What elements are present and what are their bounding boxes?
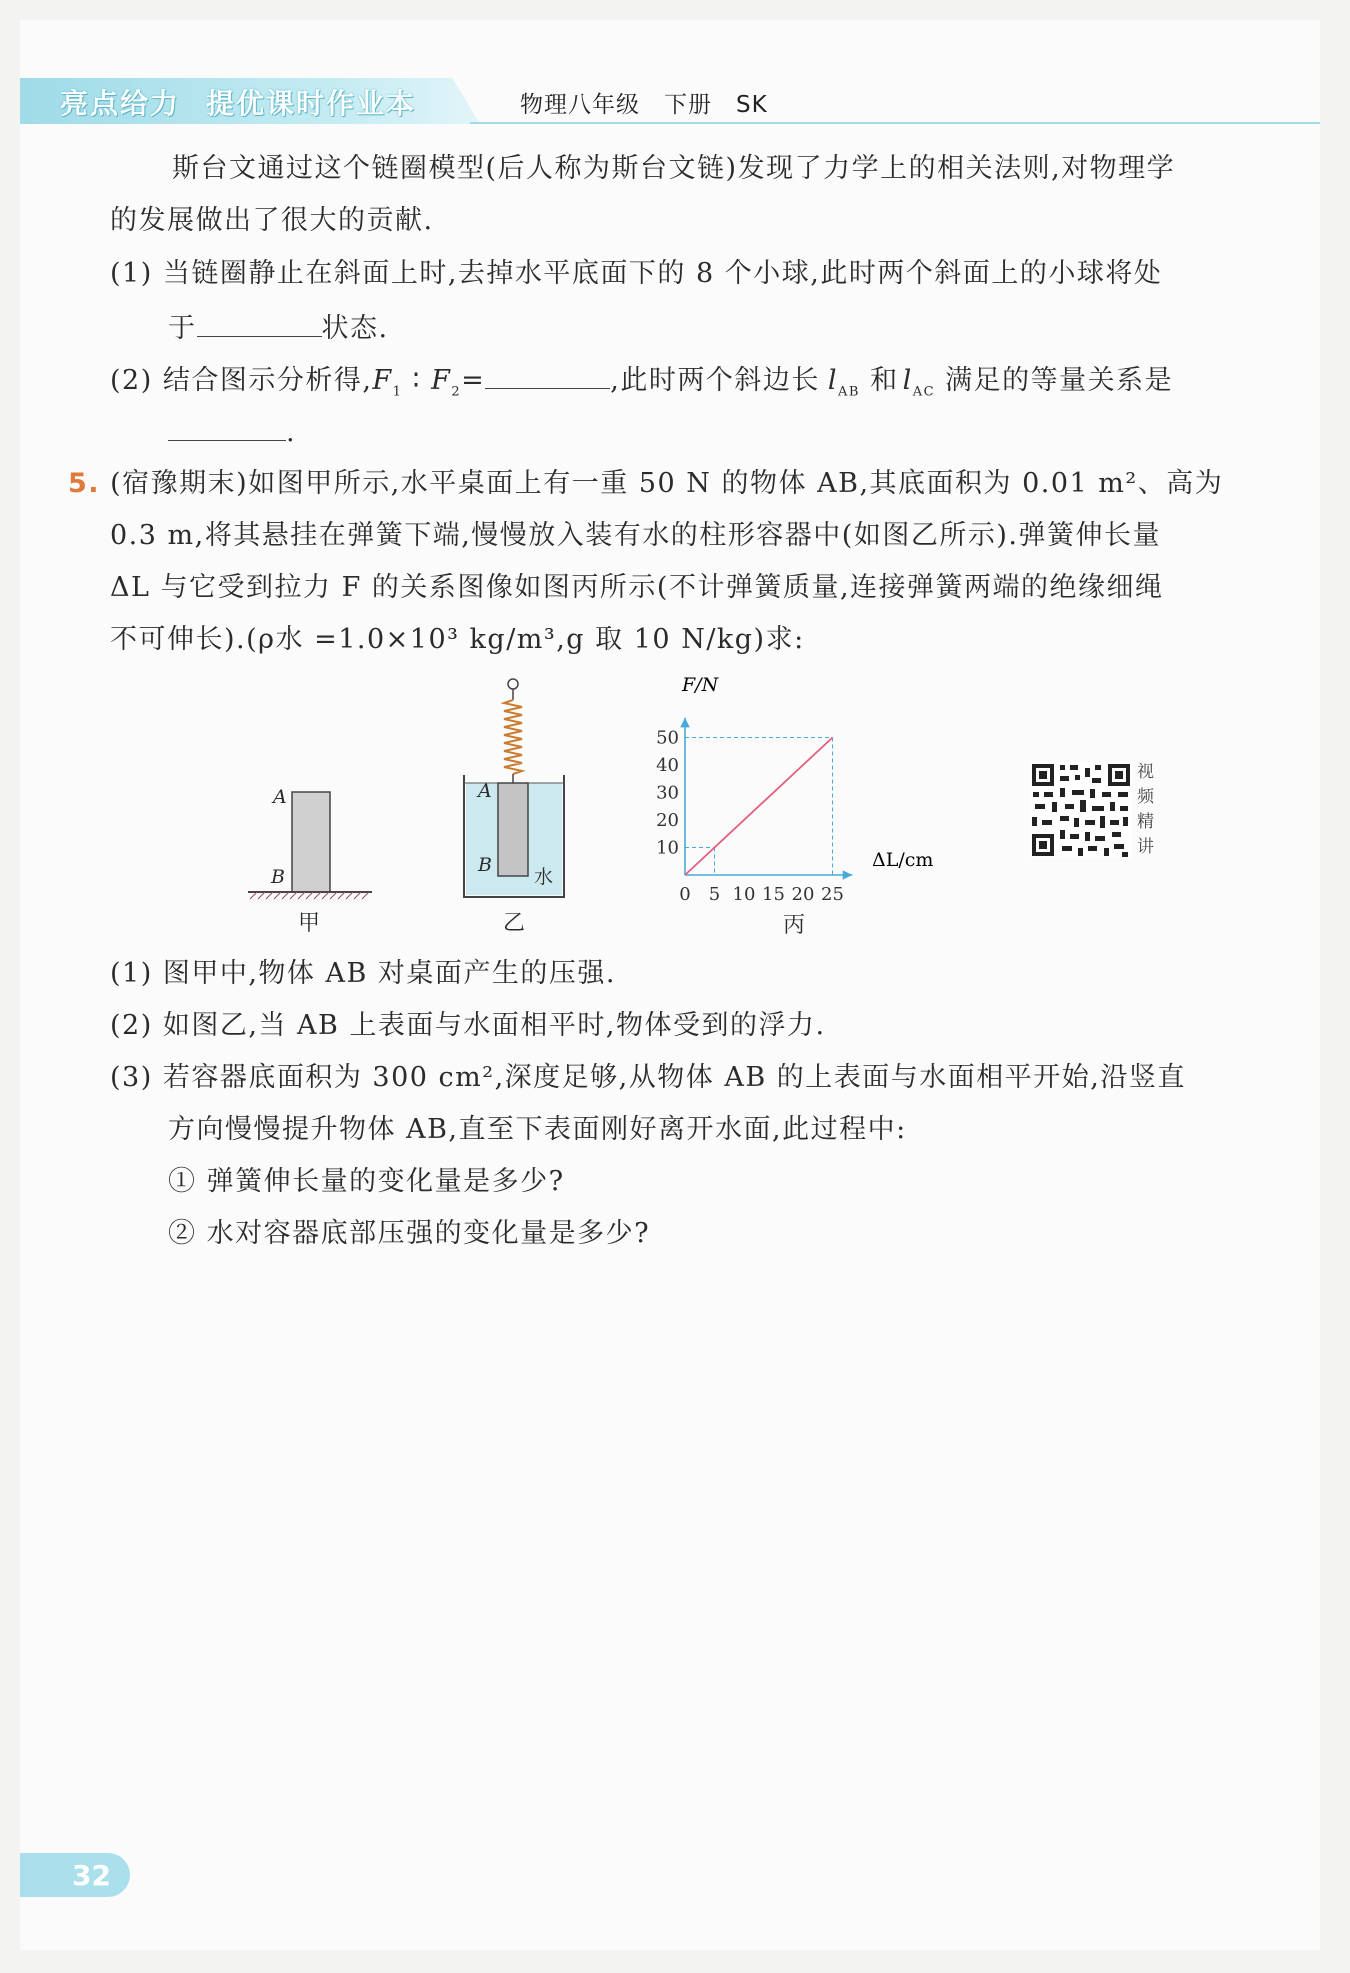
chart-x-tick-label: 0 bbox=[679, 884, 691, 905]
q2-text-b: ,此时两个斜边长 bbox=[610, 365, 820, 396]
sub-question-3-ii: ② 水对容器底部压强的变化量是多少? bbox=[168, 1218, 651, 1249]
qr-code[interactable] bbox=[1030, 762, 1132, 858]
q2-line-2 bbox=[168, 414, 296, 449]
q1-answer-blank[interactable] bbox=[197, 310, 322, 337]
block-ab bbox=[292, 792, 330, 892]
series-left: 亮点给力 bbox=[60, 87, 181, 120]
chart-y-tick-label: 30 bbox=[656, 782, 679, 804]
q2-relation-blank[interactable] bbox=[168, 414, 286, 441]
qr-caption-char: 视 bbox=[1137, 762, 1154, 782]
chart-x-axis-label: ΔL/cm bbox=[872, 849, 934, 871]
q1-text-a: 于 bbox=[168, 313, 197, 344]
sub-question-3-line-1: (3) 若容器底面积为 300 cm²,深度足够,从物体 AB 的上表面与水面相平开始,沿竖直 bbox=[110, 1062, 1186, 1093]
q2-F1: F bbox=[372, 365, 393, 396]
series-right: 提优课时作业本 bbox=[206, 87, 417, 120]
hook-ring bbox=[508, 679, 518, 689]
yi-point-b: B bbox=[478, 854, 492, 876]
q1-line-1: (1) 当链圈静止在斜面上时,去掉水平底面下的 8 个小球,此时两个斜面上的小球将处 bbox=[110, 258, 1163, 289]
q2-line-1 bbox=[110, 362, 1173, 408]
q2-text-c: 满足的等量关系是 bbox=[945, 365, 1174, 396]
chart-y-tick-label: 10 bbox=[656, 837, 679, 859]
p5-line-3: ΔL 与它受到拉力 F 的关系图像如图丙所示(不计弹簧质量,连接弹簧两端的绝缘细绳 bbox=[110, 572, 1164, 603]
qr-caption bbox=[1137, 760, 1157, 860]
chart-x-tick-label: 10 bbox=[732, 884, 756, 905]
q2-F1-sub: 1 bbox=[392, 384, 403, 400]
figure-yi-label: 乙 bbox=[503, 911, 526, 936]
chart-y-axis-label: F/N bbox=[682, 675, 719, 696]
figure-jia bbox=[240, 780, 380, 900]
page-number: 32 bbox=[72, 1859, 111, 1892]
q2-and: 和 bbox=[870, 365, 899, 396]
q2-l-ac: l bbox=[902, 365, 913, 396]
block-ab-submerged bbox=[498, 783, 528, 876]
q2-eq: = bbox=[461, 365, 486, 396]
spring bbox=[504, 700, 522, 774]
figure-jia-label: 甲 bbox=[298, 911, 321, 936]
p5-line-1 bbox=[68, 468, 1223, 500]
book-title: 物理八年级 下册 SK bbox=[520, 92, 768, 118]
q2-l-ab: l bbox=[827, 365, 839, 396]
jia-point-b: B bbox=[271, 866, 285, 888]
intro-line-2: 的发展做出了很大的贡献. bbox=[110, 205, 434, 236]
sub-question-2: (2) 如图乙,当 AB 上表面与水面相平时,物体受到的浮力. bbox=[110, 1010, 826, 1041]
chart-x-tick-label: 20 bbox=[791, 884, 815, 905]
figure-bing-chart bbox=[640, 675, 960, 915]
table-hatching bbox=[250, 892, 369, 899]
q2-ratio: ∶ bbox=[402, 365, 432, 396]
figure-bing-label: 丙 bbox=[783, 913, 806, 938]
p5-number: 5. bbox=[68, 468, 101, 499]
p5-line-2: 0.3 m,将其悬挂在弹簧下端,慢慢放入装有水的柱形容器中(如图乙所示).弹簧伸长量 bbox=[110, 520, 1161, 551]
q2-line-2-end: . bbox=[286, 417, 297, 448]
q1-line-2 bbox=[168, 310, 389, 345]
chart-x-tick-label: 15 bbox=[762, 884, 785, 905]
p5-line-1-text: (宿豫期末)如图甲所示,水平桌面上有一重 50 N 的物体 AB,其底面积为 0.01 m²、高为 bbox=[110, 468, 1224, 499]
header-series-text bbox=[60, 82, 416, 122]
q2-text-a: (2) 结合图示分析得, bbox=[110, 365, 373, 396]
q2-l-ab-sub: AB bbox=[838, 384, 860, 400]
water-label: 水 bbox=[534, 866, 554, 888]
yi-point-a: A bbox=[478, 780, 492, 802]
q1-text-b: 状态. bbox=[321, 313, 389, 344]
q2-F2: F bbox=[431, 365, 452, 396]
sub-question-1: (1) 图甲中,物体 AB 对桌面产生的压强. bbox=[110, 958, 616, 989]
p5-line-4: 不可伸长).(ρ水 =1.0×10³ kg/m³,g 取 10 N/kg)求: bbox=[110, 624, 805, 655]
q2-l-ac-sub: AC bbox=[912, 384, 936, 400]
chart-x-tick-label: 25 bbox=[821, 884, 844, 905]
qr-caption-char: 讲 bbox=[1137, 837, 1154, 857]
qr-caption-char: 频 bbox=[1137, 787, 1154, 807]
chart-y-tick-label: 20 bbox=[656, 810, 679, 831]
qr-caption-char: 精 bbox=[1137, 812, 1154, 832]
q2-F2-sub: 2 bbox=[451, 384, 462, 400]
q2-ratio-blank[interactable] bbox=[485, 362, 610, 389]
header-rule bbox=[470, 122, 1320, 124]
chart-y-tick-label: 40 bbox=[656, 755, 679, 776]
chart-y-tick-label: 50 bbox=[656, 727, 679, 749]
chart-series-line bbox=[685, 738, 833, 876]
sub-question-3-line-2: 方向慢慢提升物体 AB,直至下表面刚好离开水面,此过程中: bbox=[168, 1114, 907, 1145]
sub-question-3-i: ① 弹簧伸长量的变化量是多少? bbox=[168, 1166, 565, 1197]
jia-point-a: A bbox=[273, 786, 287, 808]
chart-x-tick-label: 5 bbox=[708, 884, 721, 905]
intro-line-1: 斯台文通过这个链圈模型(后人称为斯台文链)发现了力学上的相关法则,对物理学 bbox=[172, 153, 1176, 184]
